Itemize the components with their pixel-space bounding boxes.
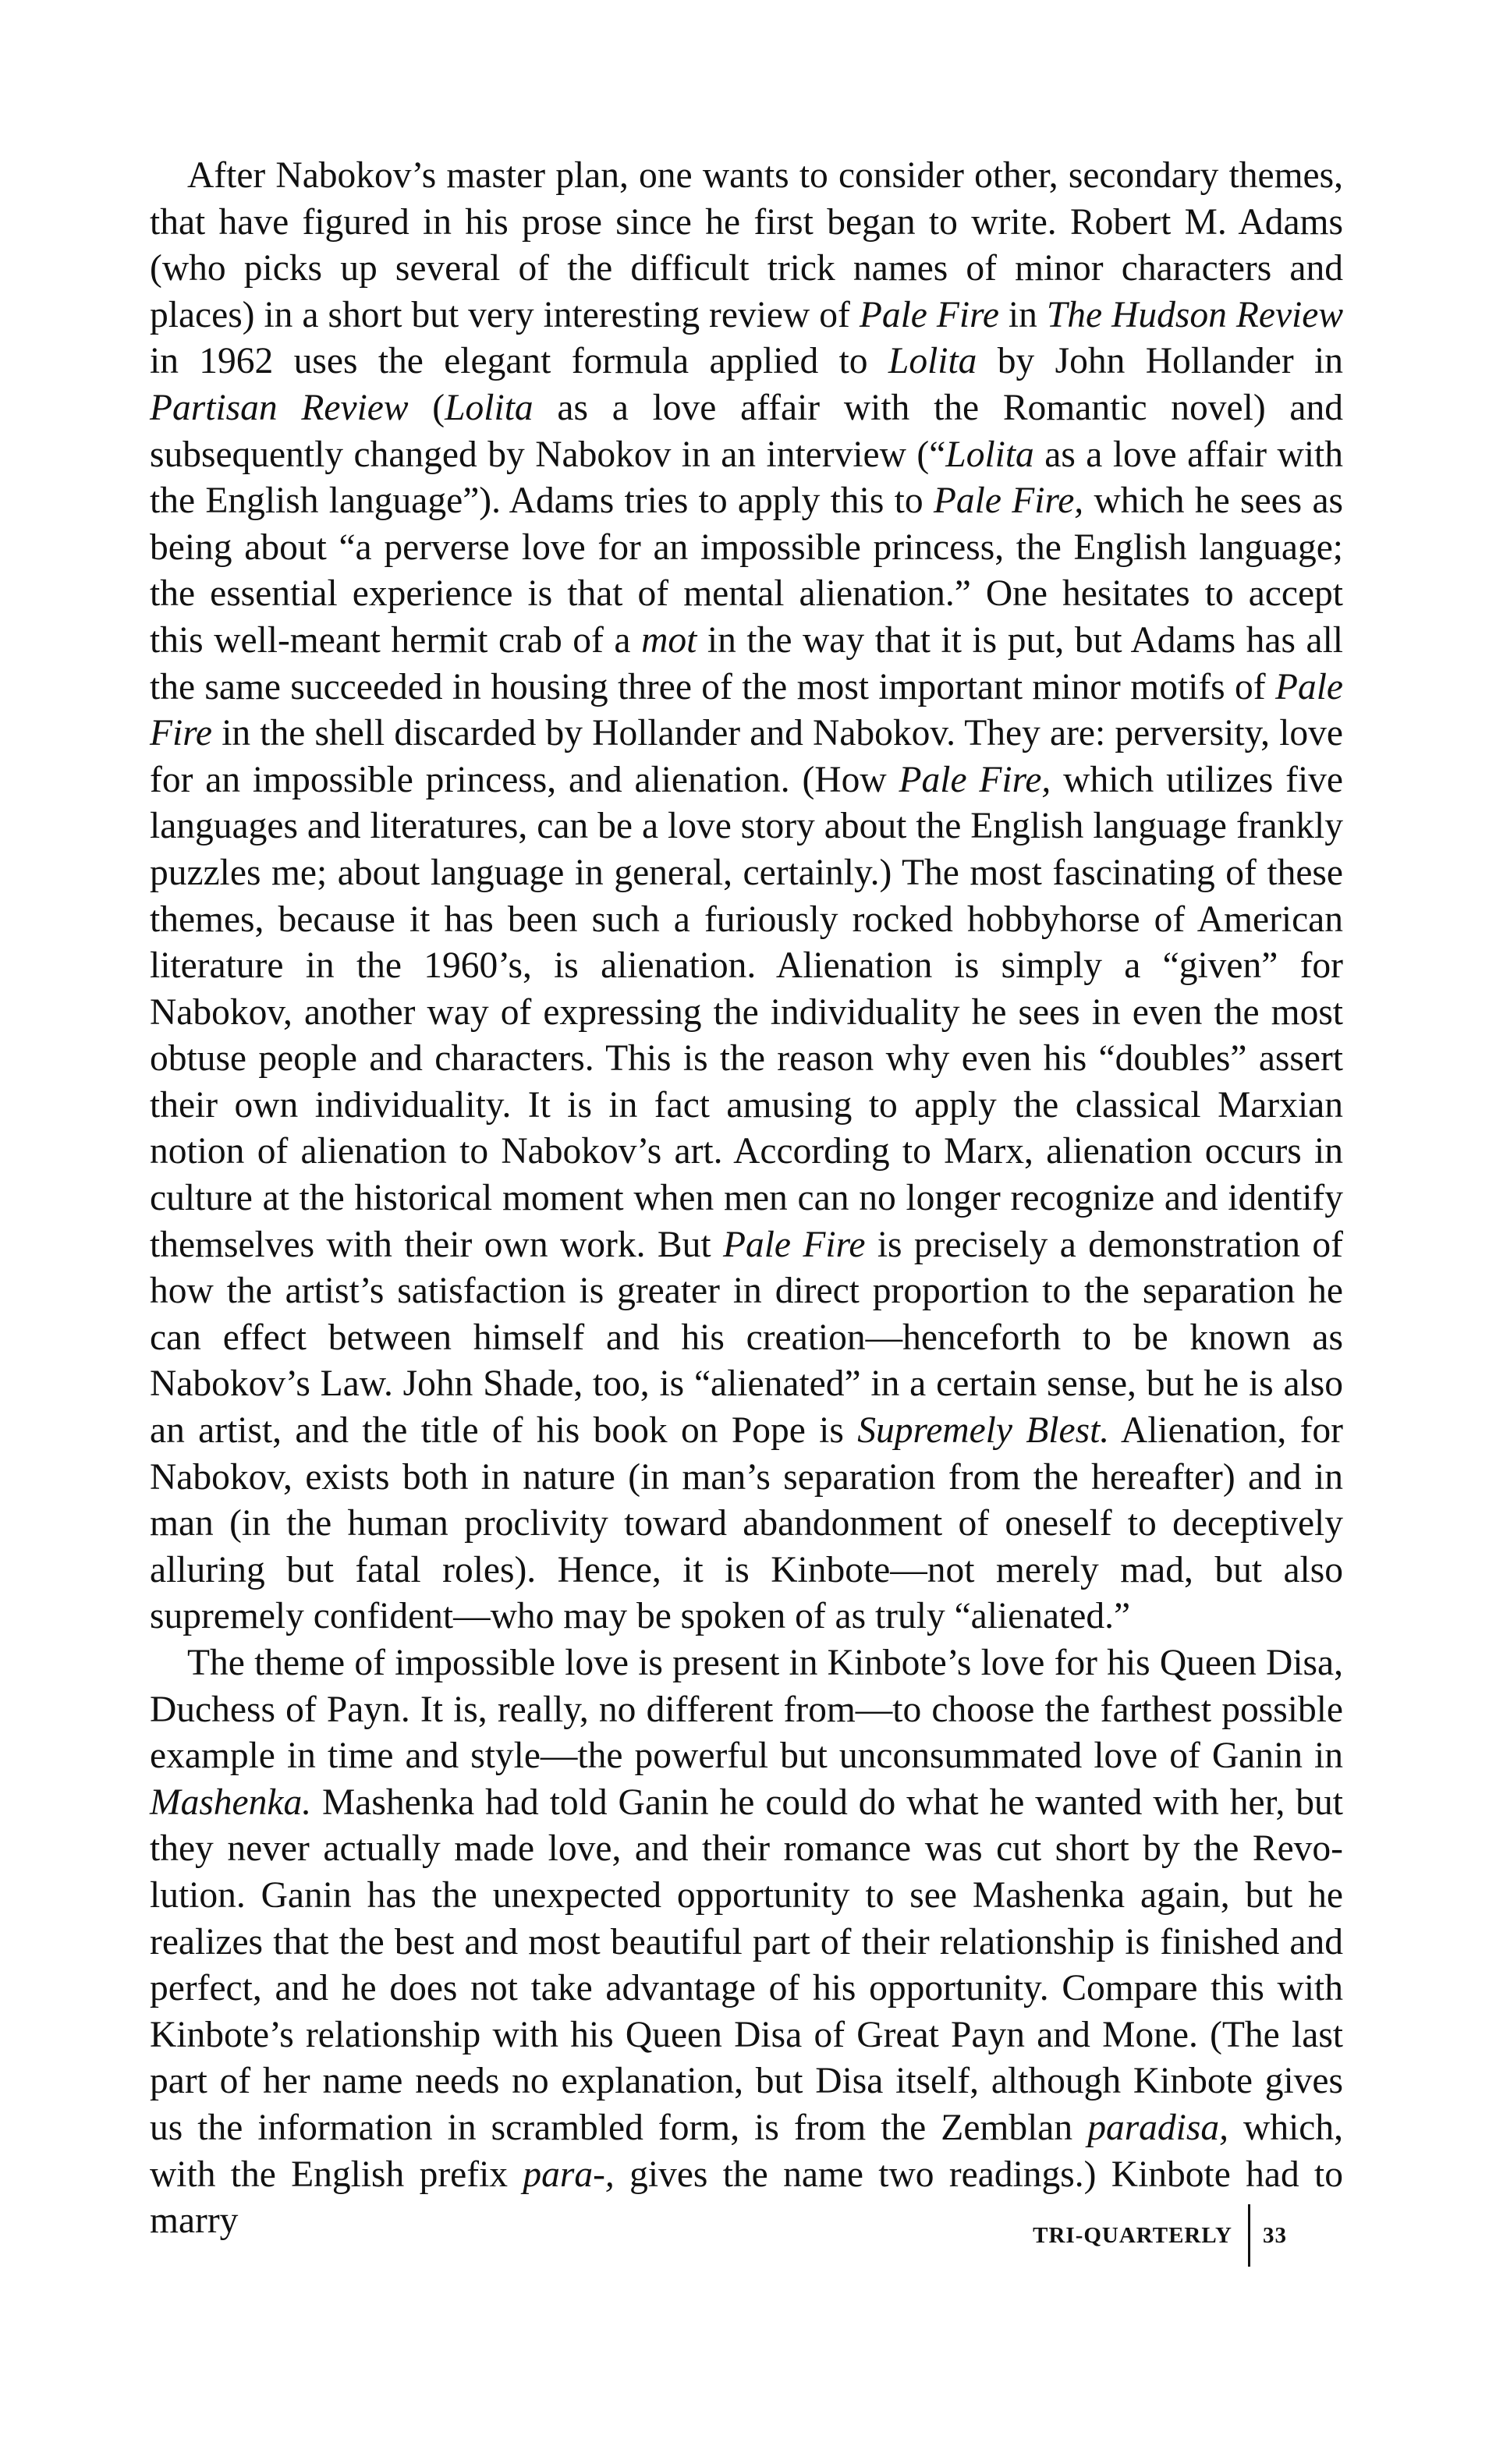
paragraph-2: The theme of impossible love is present in Kinbote’s love for his Queen Disa, Duchess of Payn. It is, really, no different from—to choose the farthest possible example in time and style—the powerful but unconsummated love of Ganin in Mashenka. Mashenka had told Ganin he could do what he wanted with her, but they never actually made love, and their romance was cut short by the Revolution. Ganin has the unexpected opportunity to see Mashenka again, but he realizes that the best and most beautiful part of their relationship is finished and perfect, and he does not take advantage of his opportunity. Compare this with Kinbote’s relationship with his Queen Disa of Great Payn and Mone. (The last part of her name needs no explanation, but Disa itself, although Kinbote gives us the information in scrambled form, is from the Zemblan paradisa, which, with the English prefix para-, gives the name two readings.) Kinbote had to marry: [150, 1643, 1343, 2242]
italic-span: Mashenka.: [150, 1782, 312, 1823]
italic-span: Pale Fire: [722, 1224, 866, 1265]
page-number: 33: [1263, 2222, 1287, 2248]
italic-span: Partisan Review: [150, 387, 409, 428]
italic-span: Lolita: [945, 434, 1034, 475]
body-text: [150, 153, 1343, 2245]
italic-span: Pale Fire,: [899, 759, 1051, 800]
italic-span: paradisa,: [1087, 2107, 1228, 2148]
italic-span: Pale Fire: [859, 294, 999, 335]
italic-span: Supremely Blest.: [857, 1410, 1110, 1452]
journal-title: TRI-QUARTERLY: [1033, 2222, 1232, 2248]
italic-span: Pale Fire,: [933, 480, 1084, 522]
italic-span: The Hudson Review: [1046, 294, 1344, 335]
italic-span: Lolita: [445, 387, 534, 428]
running-footer: [1033, 2204, 1287, 2267]
paragraph-1: After Nabokov’s master plan, one wants to consider other, secondary themes, that have figured in his prose since he first began to write. Robert M. Adams (who picks up several of the difficult trick names of minor characters and places) in a short but very interesting review of Pale Fire in The Hudson Review in 1962 uses the elegant formula applied to Lolita by John Hollander in Partisan Review (Lolita as a love affair with the Romantic novel) and subsequently changed by Nabokov in an interview (“Lolita as a love affair with the English language”). Adams tries to apply this to Pale Fire, which he sees as being about “a perverse love for an impossible princess, the English language; the essential experience is that of mental alienation.” One hesitates to accept this well-meant hermit crab of a mot in the way that it is put, but Adams has all the same succeeded in housing three of the most important minor motifs of Pale Fire in the shell discarded by Hollander and Nabokov. They are: perversity, love for an impossible princess, and alienation. (How Pale Fire, which utilizes five languages and literatures, can be a love story about the English language frankly puzzles me; about language in general, certainly.) The most fascinating of these themes, because it has been such a furiously rocked hobbyhorse of American literature in the 1960’s, is alienation. Alienation is simply a “given” for Nabokov, another way of expressing the individuality he sees in even the most obtuse people and characters. This is the reason why even his “doubles” assert their own individuality. It is in fact amusing to apply the classical Marxian notion of alienation to Nabokov’s art. According to Marx, alienation occurs in culture at the historical moment when men can no longer recognize and identify themselves with their own work. But Pale Fire is precisely a demonstration of how the artist’s satisfaction is greater in direct proportion to the separation he can effect between himself and his creation—henceforth to be known as Nabokov’s Law. John Shade, too, is “alienated” in a certain sense, but he is also an artist, and the title of his book on Pope is Supremely Blest. Alienation, for Nabokov, exists both in nature (in man’s separation from the hereafter) and in man (in the human proclivity toward abandonment of oneself to deceptively alluring but fatal roles). Hence, it is Kinbote—not merely mad, but also supremely confident—who may be spoken of as truly “alienated.”: [150, 155, 1344, 1637]
italic-span: para-,: [523, 2154, 615, 2195]
italic-span: mot: [641, 619, 697, 661]
italic-span: Lolita: [888, 341, 977, 382]
italic-span: Pale Fire: [150, 666, 1343, 754]
